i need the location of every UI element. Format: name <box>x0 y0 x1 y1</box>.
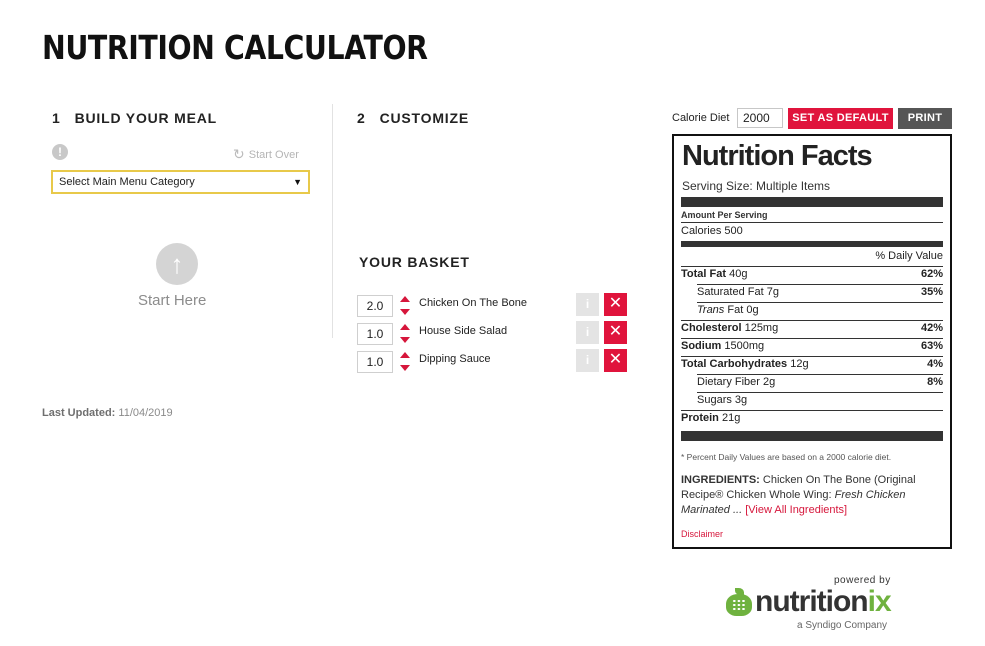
increment-icon[interactable] <box>400 296 410 302</box>
basket-item-name: Chicken On The Bone <box>419 297 528 309</box>
basket-title: YOUR BASKET <box>359 254 470 270</box>
nutrient-label: Dietary Fiber <box>697 376 760 388</box>
refresh-icon: ↻ <box>233 146 245 162</box>
amount-per-serving: Amount Per Serving <box>681 210 768 220</box>
calories-value: 500 <box>724 225 743 237</box>
saturated-fat-row <box>697 286 943 298</box>
trans-fat-row <box>697 304 943 316</box>
nutrient-label-suffix: Fat <box>727 304 744 316</box>
nutrient-label: Protein <box>681 412 719 424</box>
last-updated-label: Last Updated: <box>42 407 116 419</box>
nutrient-amount: 1500mg <box>724 340 765 352</box>
calorie-diet-label: Calorie Diet <box>672 112 730 124</box>
remove-item-button[interactable] <box>604 321 627 344</box>
basket-item <box>357 295 627 319</box>
nutritionix-logo[interactable] <box>726 587 891 617</box>
divider <box>697 374 943 375</box>
arrow-up-icon: ↑ <box>156 243 198 285</box>
nutrient-pct: 42% <box>920 322 943 334</box>
nutrient-pct: 4% <box>927 358 943 370</box>
nutrient-amount: 125mg <box>744 322 779 334</box>
nutrient-pct: 63% <box>920 340 943 352</box>
nutrient-label: Total Carbohydrates <box>681 358 788 370</box>
close-icon: ✕ <box>608 351 623 368</box>
divider <box>697 284 943 285</box>
basket-item-name: House Side Salad <box>419 325 508 337</box>
start-over-button[interactable] <box>233 146 299 163</box>
start-over-label: Start Over <box>248 148 299 161</box>
divider <box>681 222 943 223</box>
item-info-button[interactable]: i <box>576 321 599 344</box>
nutrient-pct: 62% <box>920 268 943 280</box>
step-number: 1 <box>52 110 61 126</box>
nutrient-label: Trans <box>697 304 725 316</box>
nutrient-pct: 35% <box>920 286 943 298</box>
quantity-input[interactable]: 1.0 <box>357 351 393 373</box>
nutrient-amount: 3g <box>734 394 748 406</box>
category-select[interactable] <box>51 170 310 194</box>
nutrition-facts-panel <box>672 134 952 549</box>
total-fat-row <box>681 268 943 280</box>
increment-icon[interactable] <box>400 324 410 330</box>
column-divider <box>332 104 333 338</box>
logo-wordmark-green: ix <box>867 585 891 618</box>
start-here-label: Start Here <box>138 292 207 309</box>
page-title: NUTRITION CALCULATOR <box>42 28 428 67</box>
nutrient-label: Sodium <box>681 340 722 352</box>
step-label: CUSTOMIZE <box>379 110 469 126</box>
step-build-heading <box>52 110 217 126</box>
decrement-icon[interactable] <box>400 337 410 343</box>
nutrient-amount: 21g <box>721 412 741 424</box>
nutrition-facts-title: Nutrition Facts <box>682 140 872 172</box>
ingredients-label: INGREDIENTS: <box>681 474 760 486</box>
divider <box>681 266 943 267</box>
view-all-ingredients-link[interactable]: [View All Ingredients] <box>745 504 848 516</box>
decrement-icon[interactable] <box>400 365 410 371</box>
calories-label: Calories <box>681 225 722 237</box>
nutrient-amount: 12g <box>790 358 809 370</box>
logo-wordmark <box>755 587 891 617</box>
calories-row <box>681 225 943 237</box>
step-number: 2 <box>357 110 366 126</box>
step-label: BUILD YOUR MEAL <box>74 110 218 126</box>
ingredients <box>681 473 941 518</box>
nutrient-label: Saturated Fat <box>697 286 764 298</box>
quantity-input[interactable]: 1.0 <box>357 323 393 345</box>
basket-item <box>357 323 627 347</box>
decrement-icon[interactable] <box>400 309 410 315</box>
thick-divider <box>681 241 943 247</box>
quantity-stepper[interactable] <box>399 323 411 345</box>
close-icon: ✕ <box>608 323 623 340</box>
close-icon: ✕ <box>608 295 623 312</box>
nutrient-label: Cholesterol <box>681 322 742 334</box>
disclaimer-link[interactable]: Disclaimer <box>681 529 724 539</box>
print-button[interactable]: PRINT <box>898 108 952 129</box>
ingredients-italic: Fresh Chicken Marinated ... <box>681 489 906 516</box>
increment-icon[interactable] <box>400 352 410 358</box>
nutrient-label: Sugars <box>697 394 732 406</box>
dietary-fiber-row <box>697 376 943 388</box>
item-info-button[interactable]: i <box>576 293 599 316</box>
basket-item-name: Dipping Sauce <box>419 353 491 365</box>
item-info-button[interactable]: i <box>576 349 599 372</box>
info-icon[interactable]: ! <box>52 144 68 160</box>
nutrient-label: Total Fat <box>681 268 727 280</box>
remove-item-button[interactable] <box>604 349 627 372</box>
syndigo-label: a Syndigo Company <box>797 620 888 631</box>
divider <box>697 392 943 393</box>
sugars-row <box>697 394 943 406</box>
divider <box>681 356 943 357</box>
quantity-stepper[interactable] <box>399 295 411 317</box>
total-carbs-row <box>681 358 943 370</box>
powered-by-label: powered by <box>834 575 891 586</box>
step-customize-heading <box>357 110 469 126</box>
quantity-input[interactable]: 2.0 <box>357 295 393 317</box>
ingredients-text: Chicken On The Bone (Original Recipe® Chicken Whole Wing: <box>681 474 916 501</box>
thick-divider <box>681 197 943 207</box>
quantity-stepper[interactable] <box>399 351 411 373</box>
daily-value-footnote: * Percent Daily Values are based on a 2000 calorie diet. <box>681 452 892 462</box>
nutrient-pct: 8% <box>927 376 943 388</box>
divider <box>681 410 943 411</box>
serving-size: Serving Size: Multiple Items <box>682 179 831 193</box>
thick-divider <box>681 431 943 441</box>
calorie-diet-input[interactable]: 2000 <box>737 108 783 128</box>
nutrient-amount: 0g <box>746 304 759 316</box>
nutrient-amount: 40g <box>729 268 748 280</box>
nutrient-amount: 7g <box>766 286 779 298</box>
category-select-value: Select Main Menu Category <box>59 176 195 188</box>
sodium-row <box>681 340 943 352</box>
cholesterol-row <box>681 322 943 334</box>
apple-logo-icon <box>726 588 752 616</box>
set-as-default-button[interactable]: SET AS DEFAULT <box>788 108 893 129</box>
daily-value-header: % Daily Value <box>875 250 943 262</box>
logo-wordmark-dark: nutrition <box>755 585 868 618</box>
basket-item <box>357 351 627 375</box>
divider <box>697 302 943 303</box>
protein-row <box>681 412 943 424</box>
last-updated-value: 11/04/2019 <box>118 407 173 419</box>
nutrient-amount: 2g <box>763 376 776 388</box>
last-updated <box>42 407 173 419</box>
divider <box>681 338 943 339</box>
remove-item-button[interactable] <box>604 293 627 316</box>
divider <box>681 320 943 321</box>
caret-down-icon: ▼ <box>293 177 302 187</box>
